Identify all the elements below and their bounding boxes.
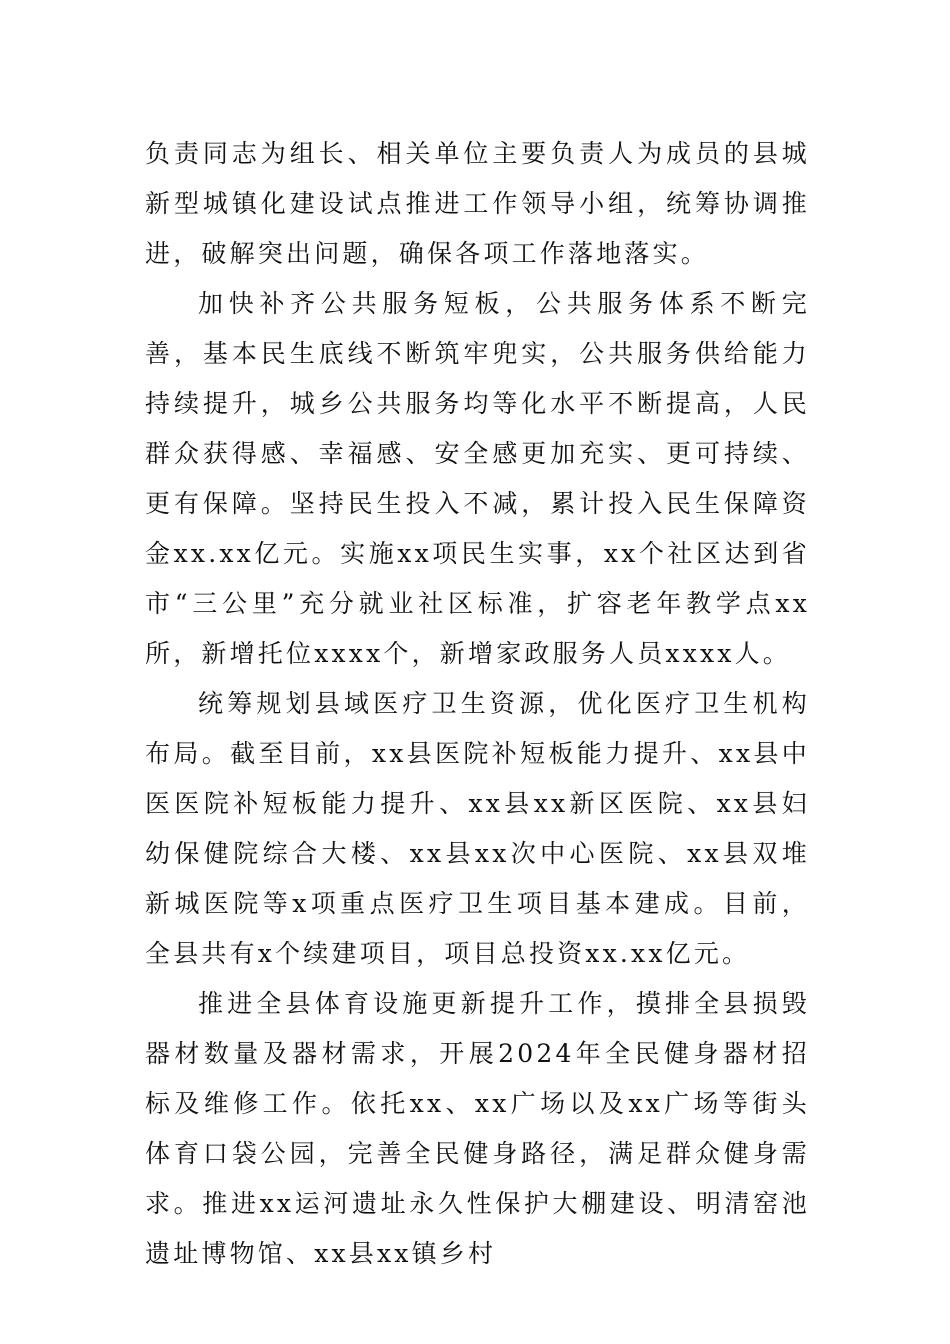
paragraph-3: 统筹规划县域医疗卫生资源，优化医疗卫生机构布局。截至目前，xx县医院补短板能力提升、xx县中医医院补短板能力提升、xx县xx新区医院、xx县妇幼保健院综合大楼、xx县xx次中心医院、xx县双堆新城医院等x项重点医疗卫生项目基本建成。目前，全县共有x个续建项目，项目总投资xx.xx亿元。: [145, 689, 810, 968]
body-text: [145, 129, 810, 1279]
paragraph-2: 加快补齐公共服务短板，公共服务体系不断完善，基本民生底线不断筑牢兜实，公共服务供给能力持续提升，城乡公共服务均等化水平不断提高，人民群众获得感、幸福感、安全感更加充实、更可持续、更有保障。坚持民生投入不减，累计投入民生保障资金xx.xx亿元。实施xx项民生实事，xx个社区达到省市“三公里”充分就业社区标准，扩容老年教学点xx所，新增托位xxxx个，新增家政服务人员xxxx人。: [145, 289, 810, 668]
paragraph-1: 负责同志为组长、相关单位主要负责人为成员的县城新型城镇化建设试点推进工作领导小组，统筹协调推进，破解突出问题，确保各项工作落地落实。: [145, 139, 810, 268]
paragraph-4: 推进全县体育设施更新提升工作，摸排全县损毁器材数量及器材需求，开展2024年全民健身器材招标及维修工作。依托xx、xx广场以及xx广场等街头体育口袋公园，完善全民健身路径，满足群众健身需求。推进xx运河遗址永久性保护大棚建设、明清窑池遗址博物馆、xx县xx镇乡村: [145, 989, 810, 1268]
